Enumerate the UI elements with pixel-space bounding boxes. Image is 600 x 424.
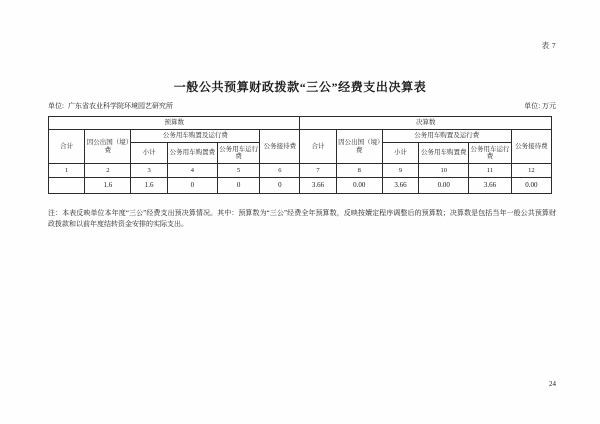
data-cell: 1.6 (85, 178, 131, 194)
header-final-vehicle-group: 公务用车购置及运行费 (382, 130, 511, 143)
column-number: 10 (419, 164, 469, 178)
header-final-group: 决算数 (300, 117, 552, 130)
data-cell: 0.00 (336, 178, 382, 194)
column-number: 11 (469, 164, 511, 178)
data-cell (49, 178, 85, 194)
unit-info (48, 101, 173, 111)
header-final-total: 合计 (300, 130, 336, 164)
column-number: 9 (382, 164, 418, 178)
data-cell: 3.66 (382, 178, 418, 194)
table-row (49, 178, 552, 194)
data-cell: 0 (260, 178, 300, 194)
data-cell: 3.66 (469, 178, 511, 194)
three-public-expenditure-table (48, 116, 552, 194)
table-note: 注：本表反映单位本年度“三公”经费支出预决算情况。其中：预算数为“三公”经费全年预算数，反映按嬻定程序调整后的预算数；决算数是包括当年一般公共预算财政拨款和以前年度结转资金安排的实际支出。 (48, 209, 556, 228)
page-title: 一般公共预算财政拨款“三公”经费支出决算表 (173, 80, 427, 94)
table-header-sub-row (49, 130, 552, 143)
column-number: 4 (167, 164, 217, 178)
header-budget-vehicle-purchase: 公务用车购置费 (167, 143, 217, 164)
data-cell: 0 (217, 178, 259, 194)
meta-row (48, 101, 556, 111)
column-number: 7 (300, 164, 336, 178)
header-budget-abroad: 因公出国（境）费 (85, 130, 131, 164)
header-final-reception: 公务接待费 (511, 130, 551, 164)
data-cell: 0.00 (511, 178, 551, 194)
column-number: 12 (511, 164, 551, 178)
column-number: 6 (260, 164, 300, 178)
column-number: 5 (217, 164, 259, 178)
form-code: 表 7 (541, 41, 556, 50)
page-number: 24 (549, 380, 556, 388)
column-number: 1 (49, 164, 85, 178)
data-cell: 1.6 (131, 178, 167, 194)
header-budget-reception: 公务接待费 (260, 130, 300, 164)
header-budget-vehicle-sub: 小计 (131, 143, 167, 164)
header-final-vehicle-sub: 小计 (382, 143, 418, 164)
data-cell: 0.00 (419, 178, 469, 194)
header-final-vehicle-operation: 公务用车运行费 (469, 143, 511, 164)
data-cell: 0 (167, 178, 217, 194)
header-budget-vehicle-operation: 公务用车运行费 (217, 143, 259, 164)
column-number: 2 (85, 164, 131, 178)
data-cell: 3.66 (300, 178, 336, 194)
unit-label: 单位: (48, 102, 64, 110)
column-number: 3 (131, 164, 167, 178)
header-final-abroad: 因公出国（境）费 (336, 130, 382, 164)
header-budget-group: 预算数 (49, 117, 300, 130)
header-budget-vehicle-group: 公务用车购置及运行费 (131, 130, 260, 143)
unit-value: 广东省农业科学院环境园艺研究所 (67, 102, 173, 110)
header-budget-total: 合计 (49, 130, 85, 164)
table-header-group-row (49, 117, 552, 130)
column-number: 8 (336, 164, 382, 178)
amount-unit: 单位: 万元 (524, 102, 556, 110)
header-final-vehicle-purchase: 公务用车购置费 (419, 143, 469, 164)
table-column-number-row (49, 164, 552, 178)
